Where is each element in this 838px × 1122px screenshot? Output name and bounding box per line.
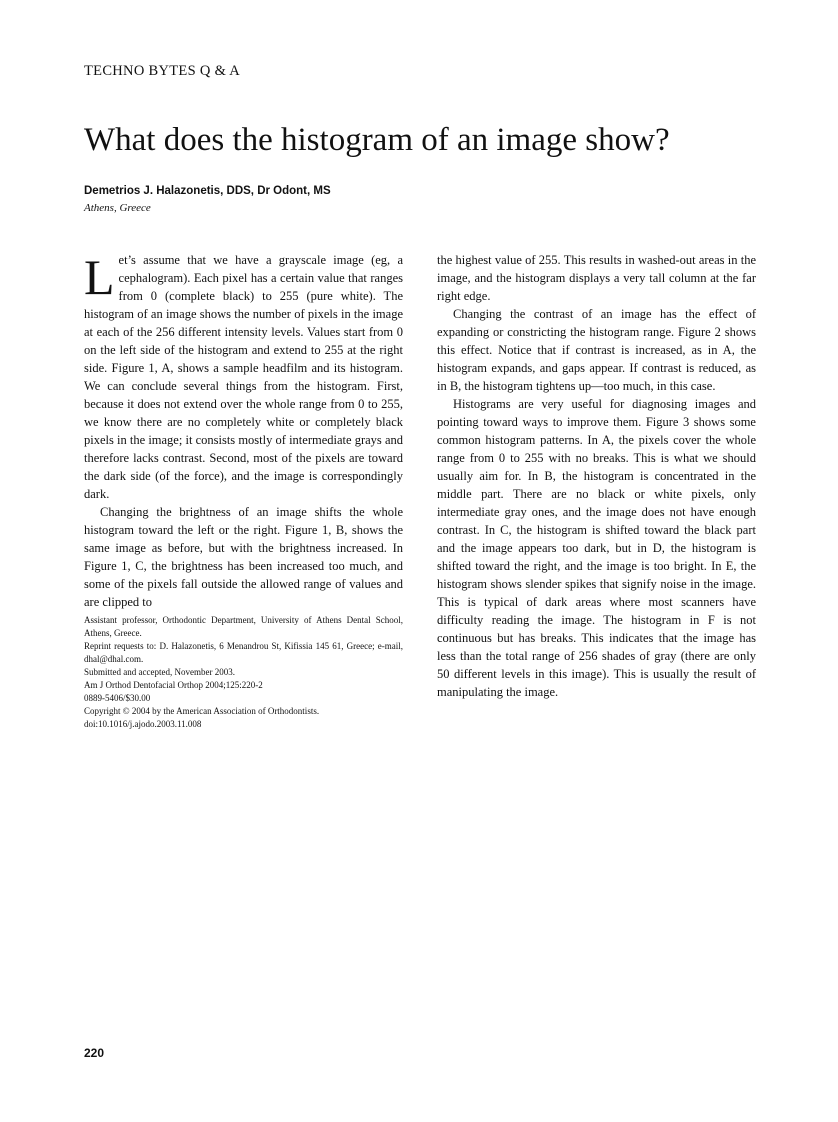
body-column-left bbox=[84, 251, 403, 731]
paragraph-intro-text: et’s assume that we have a grayscale image (eg, a cephalogram). Each pixel has a certain value that ranges from 0 (complete black) to 255 (pure white). The histogram of an image shows the number of pixels in the image at each of the 256 different intensity levels. Values start from 0 on the left side of the histogram and extend to 255 at the right side. Figure 1, A, shows a sample headfilm and its histogram. We can conclude several things from the histogram. First, because it does not extend over the whole range from 0 to 255, we know there are no completely white or completely black pixels in the image; it consists mostly of intermediate grays and therefore lacks contrast. Second, most of the pixels are toward the dark side (of the force), and the image is correspondingly dark. bbox=[84, 253, 403, 501]
paragraph-contrast: Changing the contrast of an image has the effect of expanding or constricting the histogram range. Figure 2 shows this effect. Notice that if contrast is increased, as in A, the histogram expands, and gaps appear. If contrast is reduced, as in B, the histogram tightens up—too much, in this case. bbox=[437, 307, 756, 393]
drop-cap: L bbox=[84, 249, 115, 305]
paragraph-intro bbox=[84, 251, 403, 503]
footnote-journal: Am J Orthod Dentofacial Orthop 2004;125:220-2 bbox=[84, 680, 263, 690]
footnote-issn: 0889-5406/$30.00 bbox=[84, 693, 151, 703]
paragraph-continued: the highest value of 255. This results in washed-out areas in the image, and the histogram displays a very tall column at the far right edge. bbox=[437, 253, 756, 303]
footnote-submitted: Submitted and accepted, November 2003. bbox=[84, 667, 235, 677]
body-column-right bbox=[437, 251, 756, 701]
footnotes bbox=[84, 614, 403, 731]
paragraph-diagnosis: Histograms are very useful for diagnosing images and pointing toward ways to improve them. Figure 3 shows some common histogram patterns. In A, the pixels cover the whole range from 0 to 255 with no breaks. This is what we should usually aim for. In B, the histogram is concentrated in the middle part. There are no black or white pixels, only intermediate gray ones, and the image does not have enough contrast. In C, the histogram is shifted toward the black part and the image appears too dark, but in D, the histogram is shifted toward the right, and the image is too bright. In E, the histogram shows slender spikes that signify noise in the image. This is typical of dark areas where most scanners have difficulty reading the image. The histogram in F is not continuous but has breaks. This indicates that the image has less than the total range of 256 shades of gray (there are only 50 different levels in this image). This is usually the result of manipulating the image. bbox=[437, 397, 756, 699]
section-label: TECHNO BYTES Q & A bbox=[84, 63, 241, 79]
footnote-position: Assistant professor, Orthodontic Department, University of Athens Dental School, Athens, Greece. bbox=[84, 615, 403, 638]
footnote-reprint: Reprint requests to: D. Halazonetis, 6 Menandrou St, Kifissia 145 61, Greece; e-mail, dhal@dhal.com. bbox=[84, 641, 403, 664]
footnote-doi: doi:10.1016/j.ajodo.2003.11.008 bbox=[84, 719, 202, 729]
paragraph-brightness: Changing the brightness of an image shifts the whole histogram toward the left or the right. Figure 1, B, shows the same image as before, but with the brightness increased. In Figure 1, C, the brightness has been increased too much, and some of the pixels fall outside the allowed range of values and are clipped to bbox=[84, 505, 403, 609]
author-affiliation: Athens, Greece bbox=[84, 202, 151, 214]
footnote-copyright: Copyright © 2004 by the American Association of Orthodontists. bbox=[84, 706, 320, 716]
article-title: What does the histogram of an image show? bbox=[84, 122, 670, 158]
page-number: 220 bbox=[84, 1046, 105, 1060]
author-line: Demetrios J. Halazonetis, DDS, Dr Odont, MS bbox=[84, 185, 331, 197]
